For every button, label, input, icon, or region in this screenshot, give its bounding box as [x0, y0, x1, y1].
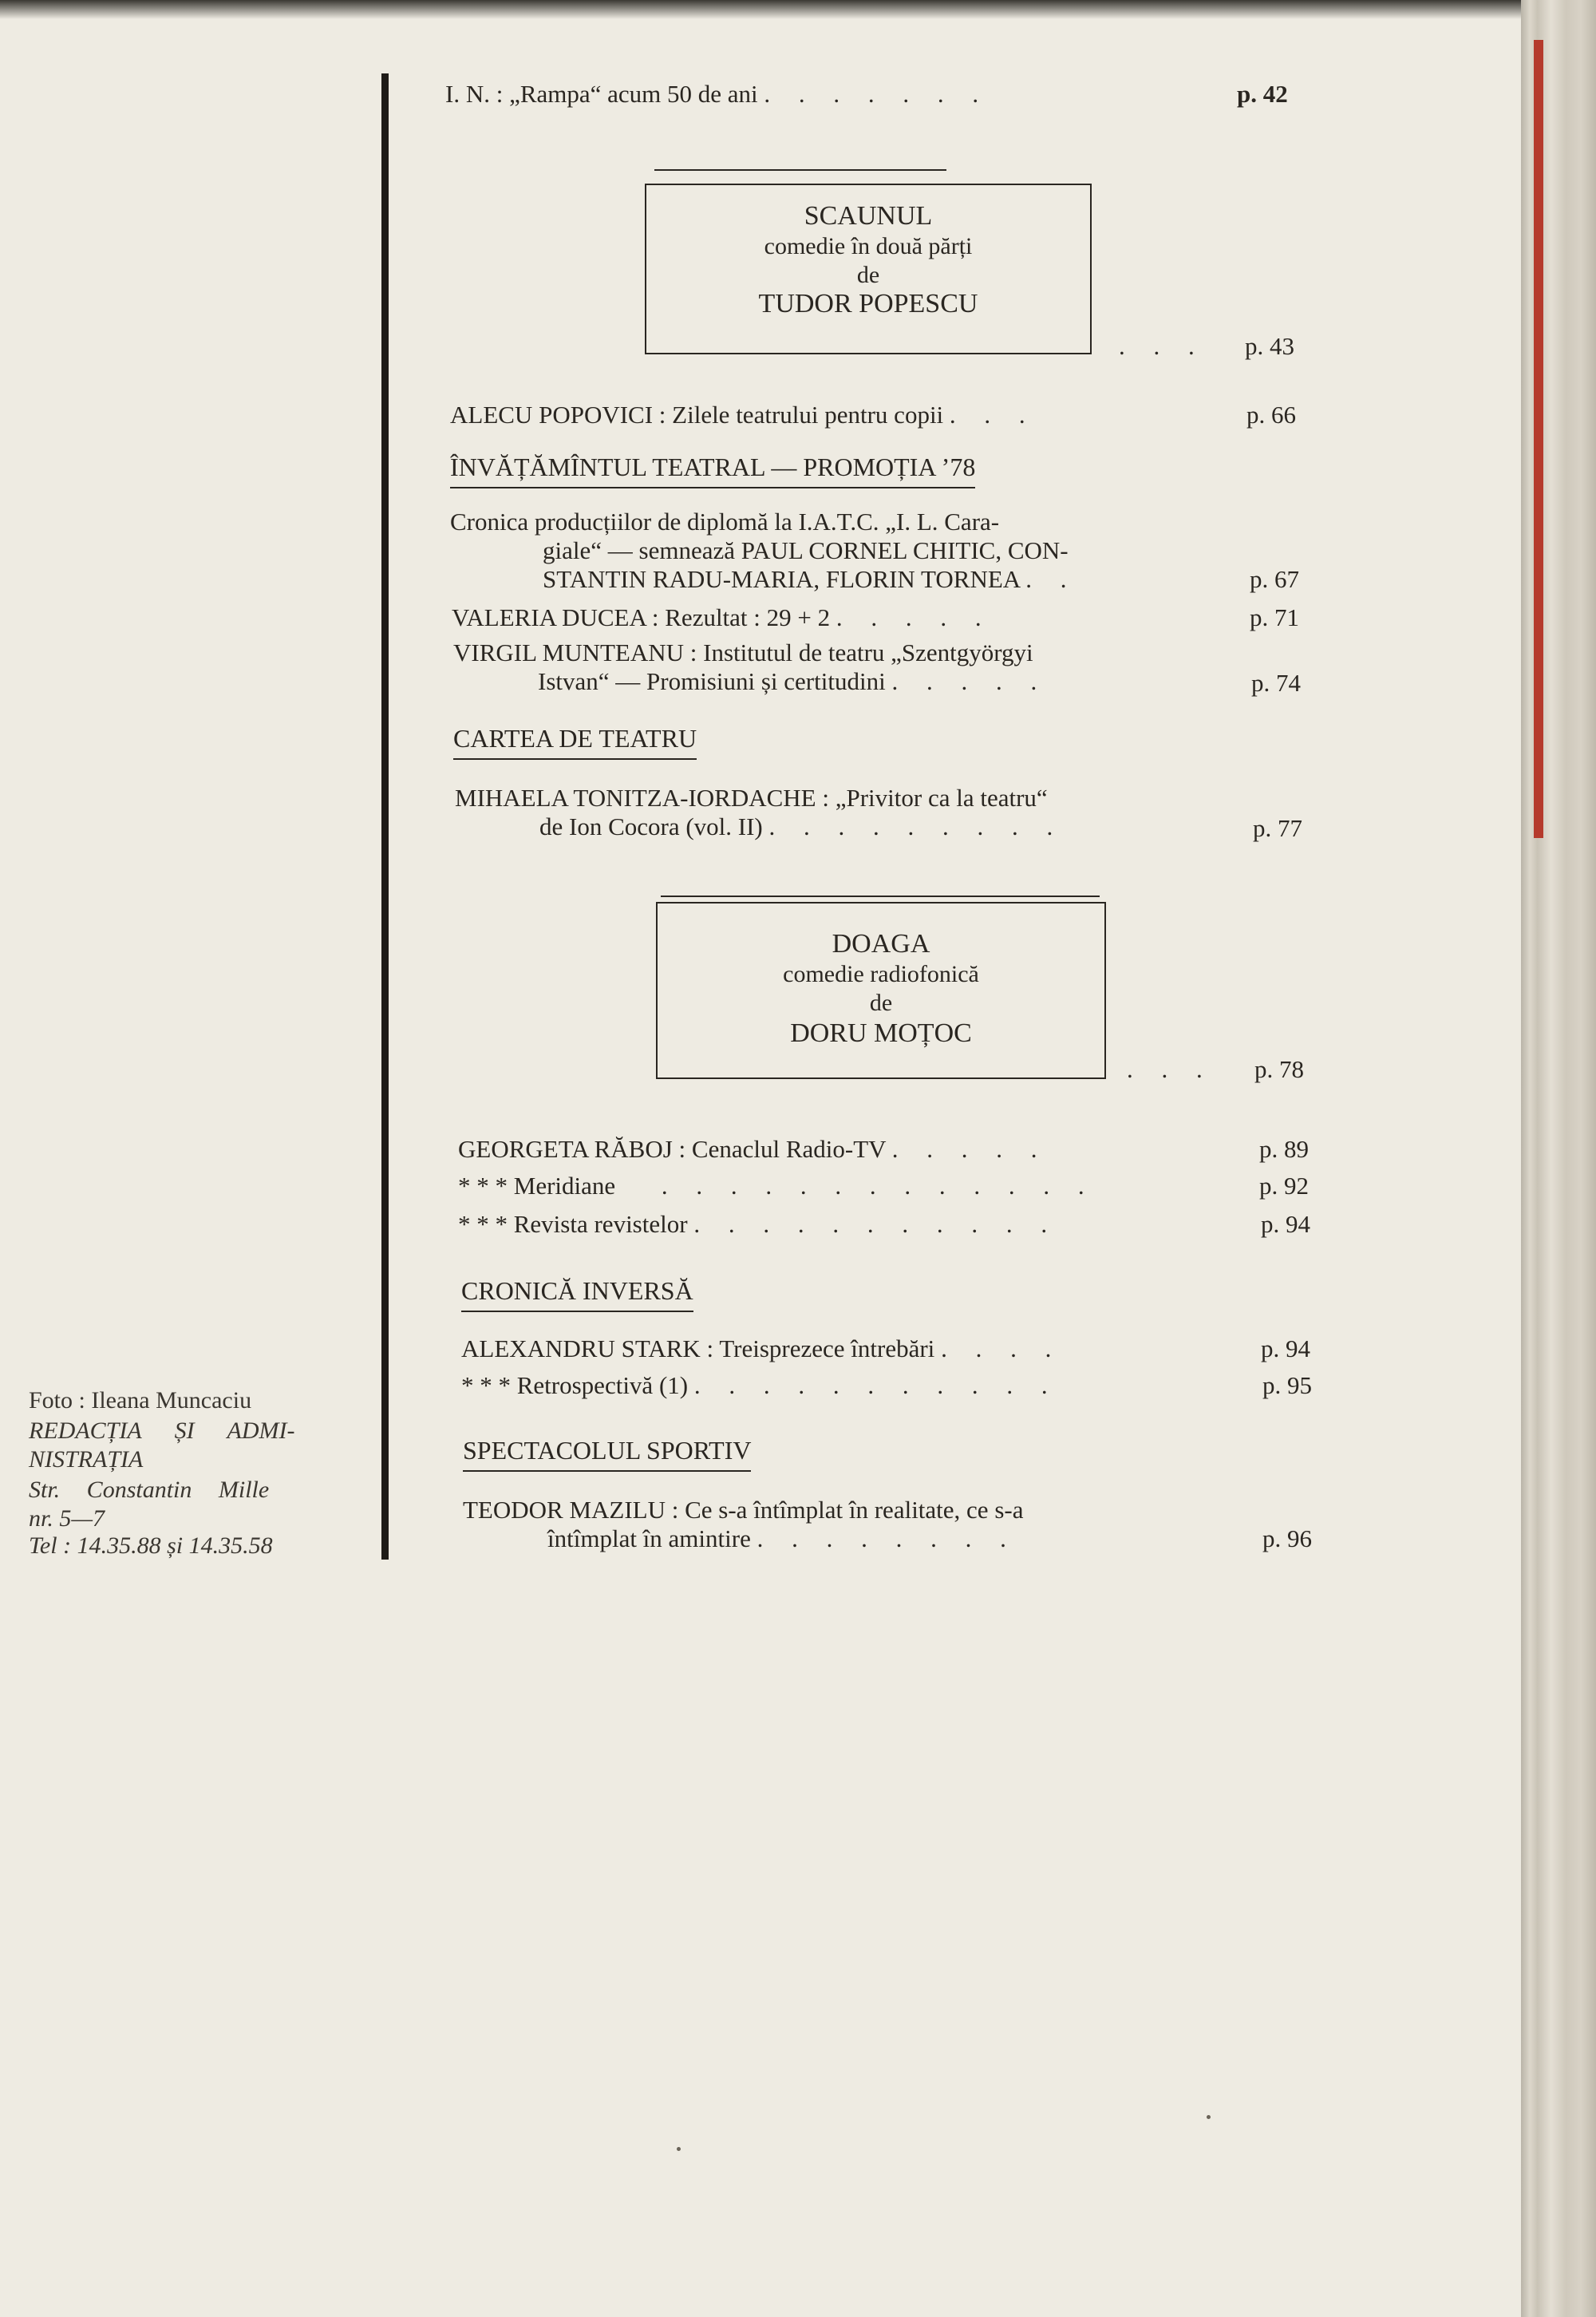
- toc-entry-revista[interactable]: * * * Revista revistelor . . . . . . . . . . .: [458, 1210, 1059, 1238]
- featured-play-doaga[interactable]: [656, 902, 1106, 1079]
- play-title: DOAGA: [832, 929, 930, 959]
- toc-entry-rampa[interactable]: I. N. : „Rampa“ acum 50 de ani . . . . . . .: [445, 80, 990, 108]
- print-speck: [1207, 2115, 1211, 2119]
- page-number: p. 94: [1261, 1334, 1310, 1362]
- redactia-label: REDACȚIA ȘI ADMI-: [29, 1417, 295, 1444]
- toc-entry-tonitza[interactable]: MIHAELA TONITZA-IORDACHE : „Privitor ca la teatru“ de Ion Cocora (vol. II) . . . . . . . . .: [455, 784, 1065, 840]
- page-number: p. 94: [1261, 1210, 1310, 1238]
- redactia-label-cont: NISTRAȚIA: [29, 1446, 144, 1473]
- box-top-rule: [661, 896, 1100, 897]
- toc-entry-popovici[interactable]: ALECU POPOVICI : Zilele teatrului pentru copii . . .: [450, 401, 1037, 429]
- page-number: p. 78: [1254, 1055, 1304, 1083]
- featured-play-scaunul[interactable]: [645, 184, 1092, 354]
- toc-entry-cronica[interactable]: Cronica producțiilor de diplomă la I.A.T.C. „I. L. Cara- giale“ — semnează PAUL CORNEL CHITIC, CON- STANTIN RADU-MARIA, FLORIN TORNEA . .: [450, 508, 1078, 593]
- play-author: DORU MOȚOC: [790, 1018, 972, 1048]
- photo-credit: Foto : Ileana Muncaciu: [29, 1387, 252, 1414]
- street-number: nr. 5—7: [29, 1505, 105, 1532]
- vertical-divider: [381, 73, 389, 1560]
- book-page-edges: [1521, 0, 1596, 2317]
- page-number: p. 96: [1262, 1524, 1312, 1552]
- page-number: p. 95: [1262, 1371, 1312, 1399]
- toc-entry-meridiane[interactable]: * * * Meridiane . . . . . . . . . . . . .: [458, 1172, 1096, 1200]
- play-title: SCAUNUL: [804, 201, 933, 231]
- toc-entry-ducea[interactable]: VALERIA DUCEA : Rezultat : 29 + 2 . . . . .: [452, 603, 993, 631]
- box-top-rule: [654, 169, 946, 171]
- section-heading-cronica-inversa: CRONICĂ INVERSĂ: [461, 1275, 693, 1312]
- toc-entry-munteanu[interactable]: VIRGIL MUNTEANU : Institutul de teatru „Szentgyörgyi Istvan“ — Promisiuni și certitudini . . . . .: [453, 639, 1049, 695]
- page-number: p. 74: [1251, 669, 1301, 697]
- street-address: Str. Constantin Mille: [29, 1477, 270, 1503]
- play-subtitle: comedie în două părți: [764, 233, 973, 259]
- page-number: p. 42: [1237, 80, 1288, 108]
- play-de: de: [856, 262, 880, 288]
- page-number: p. 77: [1253, 814, 1302, 842]
- page-number: p. 66: [1246, 401, 1296, 429]
- toc-entry-mazilu[interactable]: TEODOR MAZILU : Ce s-a întîmplat în realitate, ce s-a întîmplat în amintire . . . . . . . .: [463, 1496, 1024, 1552]
- toc-dots: . . .: [1119, 332, 1206, 360]
- page-number: p. 67: [1250, 565, 1299, 593]
- page-number: p. 89: [1259, 1135, 1309, 1163]
- red-bookmark-edge: [1534, 40, 1543, 838]
- section-heading-invatamint: ÎNVĂȚĂMÎNTUL TEATRAL — PROMOȚIA ’78: [450, 452, 975, 488]
- telephone: Tel : 14.35.88 și 14.35.58: [29, 1532, 273, 1559]
- toc-entry-retrospectiva[interactable]: * * * Retrospectivă (1) . . . . . . . . . . .: [461, 1371, 1059, 1399]
- page-number: p. 92: [1259, 1172, 1309, 1200]
- play-subtitle: comedie radiofonică: [783, 961, 979, 987]
- play-author: TUDOR POPESCU: [758, 289, 978, 318]
- section-heading-spectacolul: SPECTACOLUL SPORTIV: [463, 1435, 751, 1472]
- toc-entry-raboj[interactable]: GEORGETA RĂBOJ : Cenaclul Radio-TV . . . . .: [458, 1135, 1049, 1163]
- print-speck: [677, 2147, 681, 2151]
- toc-entry-stark[interactable]: ALEXANDRU STARK : Treisprezece întrebări . . . .: [461, 1334, 1063, 1362]
- section-heading-cartea: CARTEA DE TEATRU: [453, 723, 697, 760]
- page-number: p. 71: [1250, 603, 1299, 631]
- page-top-shadow: [0, 0, 1524, 19]
- play-de: de: [869, 990, 893, 1016]
- page-number: p. 43: [1245, 332, 1294, 360]
- toc-dots: . . .: [1127, 1055, 1214, 1083]
